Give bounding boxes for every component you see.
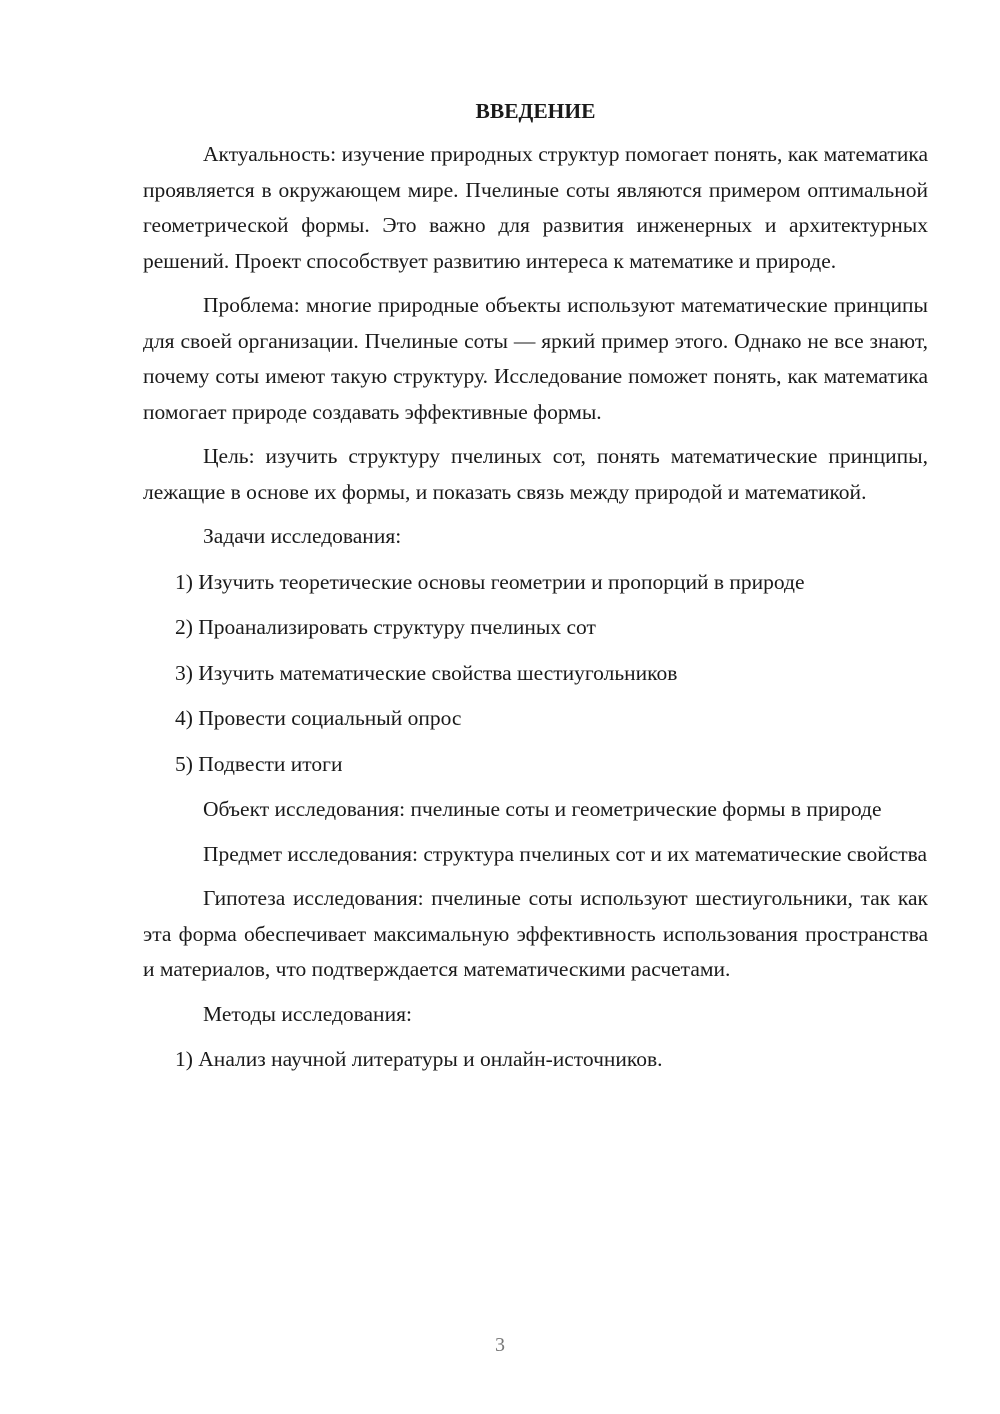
task-item: 5) Подвести итоги [175, 751, 343, 776]
subject-paragraph: Предмет исследования: структура пчелиных сот и их математические свойства [203, 841, 928, 866]
task-item: 1) Изучить теоретические основы геометрии и пропорций в природе [175, 569, 805, 594]
document-page [143, 95, 928, 1088]
methods-title: Методы исследования: [203, 1001, 412, 1026]
page-number: 3 [495, 1334, 505, 1356]
task-item: 2) Проанализировать структуру пчелиных сот [175, 615, 596, 639]
hypothesis-paragraph: Гипотеза исследования: пчелиные соты используют шестиугольники, так как эта форма обеспечивает максимальную эффективность использования пространства и материалов, что подтверждается математическими расчетами. [143, 886, 928, 981]
tasks-title: Задачи исследования: [203, 524, 402, 548]
task-item: 3) Изучить математические свойства шестиугольников [175, 660, 678, 685]
relevance-paragraph: Актуальность: изучение природных структур помогает понять, как математика проявляется в окружающем мире. Пчелиные соты являются примером оптимальной геометрической формы. Это важно для развития инженерных и архитектурных решений. Проект способствует развитию интереса к математике и природе. [143, 142, 928, 273]
method-item: 1) Анализ научной литературы и онлайн-источников. [175, 1047, 663, 1071]
object-paragraph: Объект исследования: пчелиные соты и геометрические формы в природе [203, 797, 882, 821]
section-heading: ВВЕДЕНИЕ [475, 99, 596, 123]
problem-paragraph: Проблема: многие природные объекты используют математические принципы для своей организации. Пчелиные соты — яркий пример этого. Однако не все знают, почему соты имеют такую структуру. Исследование поможет понять, как математика помогает природе создавать эффективные формы. [143, 293, 928, 424]
goal-paragraph: Цель: изучить структуру пчелиных сот, понять математические принципы, лежащие в основе их формы, и показать связь между природой и математикой. [143, 444, 928, 504]
task-item: 4) Провести социальный опрос [175, 706, 462, 730]
